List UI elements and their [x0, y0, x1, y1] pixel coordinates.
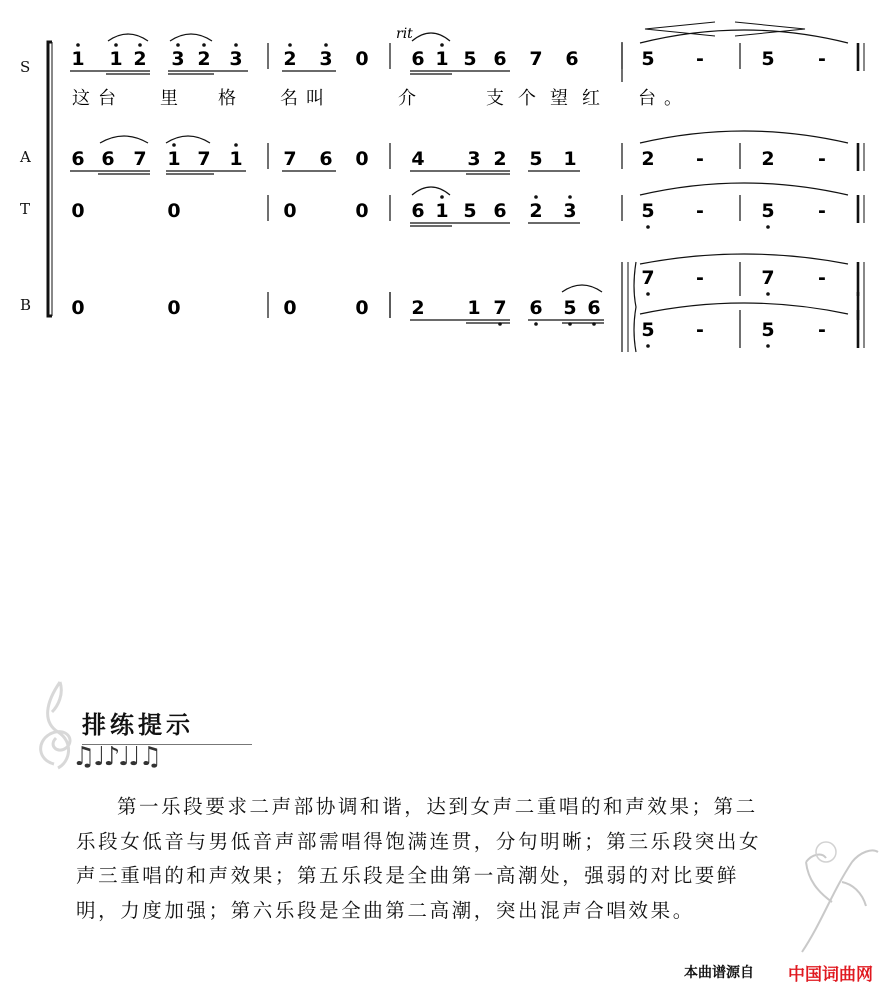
alto-note: 6: [101, 148, 115, 170]
bass-note: 0: [71, 297, 85, 319]
soprano-note: 5: [761, 48, 775, 70]
octave-dot: [766, 225, 770, 229]
alto-note: 1: [167, 148, 181, 170]
slur: [170, 34, 212, 41]
alto-note: 2: [641, 148, 655, 170]
soprano-note: 1: [109, 48, 123, 70]
octave-dot: [646, 225, 650, 229]
soprano-note: 6: [411, 48, 425, 70]
music-notes-icon: ♫♩♪♩♩♫: [72, 742, 161, 772]
soprano-note: 2: [283, 48, 297, 70]
tenor-note: 3: [563, 200, 577, 222]
tenor-note: 6: [493, 200, 507, 222]
bass-note: 1: [467, 297, 481, 319]
soprano-note: 3: [319, 48, 333, 70]
alto-note: -: [818, 148, 826, 170]
slur: [412, 33, 450, 41]
alto-note: 6: [319, 148, 333, 170]
octave-dot: [114, 43, 118, 47]
lyric-syllable: 介: [398, 88, 424, 109]
soprano-note: 5: [463, 48, 477, 70]
soprano-note: 6: [493, 48, 507, 70]
alto-note: -: [696, 148, 704, 170]
slur: [100, 136, 148, 143]
voice-label-tenor: T: [20, 200, 31, 218]
soprano-note: -: [818, 48, 826, 70]
octave-dot: [176, 43, 180, 47]
octave-dot: [440, 195, 444, 199]
slur: [412, 187, 450, 195]
decrescendo-hairpin: [735, 22, 805, 36]
bass-note: -: [696, 267, 704, 289]
alto-note: 2: [761, 148, 775, 170]
bass-note: -: [696, 319, 704, 341]
bass-note: 6: [529, 297, 543, 319]
notation-svg: [0, 0, 888, 360]
tenor-note: 5: [641, 200, 655, 222]
alto-note: 1: [229, 148, 243, 170]
tenor-note: 0: [167, 200, 181, 222]
bass-note: 6: [587, 297, 601, 319]
alto-note: 7: [197, 148, 211, 170]
tenor-note: 6: [411, 200, 425, 222]
slur: [640, 254, 848, 264]
crescendo-hairpin: [645, 22, 715, 36]
octave-dot: [534, 322, 538, 326]
bass-note: 5: [563, 297, 577, 319]
tenor-note: 5: [463, 200, 477, 222]
soprano-note: 3: [229, 48, 243, 70]
site-watermark: 中国词曲网: [788, 965, 873, 985]
slur: [166, 136, 210, 143]
voice-label-soprano: S: [20, 58, 31, 76]
bass-note: 7: [493, 297, 507, 319]
alto-note: 2: [493, 148, 507, 170]
tenor-note: 0: [355, 200, 369, 222]
alto-note: 5: [529, 148, 543, 170]
octave-dot: [766, 344, 770, 348]
soprano-note: -: [696, 48, 704, 70]
octave-dot: [172, 143, 176, 147]
soprano-note: 6: [565, 48, 579, 70]
alto-note: 3: [467, 148, 481, 170]
octave-dot: [234, 143, 238, 147]
octave-dot: [534, 195, 538, 199]
octave-dot: [646, 292, 650, 296]
slur: [108, 34, 148, 41]
voice-label-bass: B: [20, 296, 32, 314]
lyric-syllable: 名叫: [280, 88, 332, 109]
tenor-note: 5: [761, 200, 775, 222]
octave-dot: [76, 43, 80, 47]
bass-note: 5: [641, 319, 655, 341]
bass-note: 2: [411, 297, 425, 319]
soprano-note: 2: [197, 48, 211, 70]
lyric-syllable: 支个望红: [486, 88, 614, 109]
divisi-brace: [634, 262, 636, 352]
tips-title: 排练提示: [82, 711, 194, 739]
octave-dot: [766, 292, 770, 296]
bass-note: 7: [761, 267, 775, 289]
soprano-note: 5: [641, 48, 655, 70]
tenor-note: -: [818, 200, 826, 222]
soprano-note: 2: [133, 48, 147, 70]
bass-note: 5: [761, 319, 775, 341]
octave-dot: [646, 344, 650, 348]
lyric-syllable: 格: [218, 88, 244, 109]
tenor-note: 0: [283, 200, 297, 222]
bass-note: 0: [283, 297, 297, 319]
lyric-syllable: 里: [160, 88, 186, 109]
orchid-sketch-icon: [782, 822, 882, 962]
lyric-syllable: 这台: [72, 88, 124, 109]
slur: [640, 303, 848, 314]
slur: [640, 183, 848, 195]
voice-label-alto: A: [20, 148, 31, 166]
system-bracket: [48, 42, 52, 316]
source-text: 本曲谱源自: [684, 965, 754, 981]
tenor-note: 1: [435, 200, 449, 222]
bass-note: -: [818, 319, 826, 341]
octave-dot: [440, 43, 444, 47]
soprano-note: 1: [435, 48, 449, 70]
alto-note: 1: [563, 148, 577, 170]
lyric-syllable: 台。: [638, 88, 690, 109]
tenor-note: -: [696, 200, 704, 222]
bass-note: 0: [355, 297, 369, 319]
octave-dot: [138, 43, 142, 47]
tips-paragraph: 第一乐段要求二声部协调和谐，达到女声二重唱的和声效果；第二乐段女低音与男低音声部需唱得饱满连贯，分句明晰；第三乐段突出女声三重唱的和声效果；第五乐段是全曲第一高潮处，强弱的对比要鲜明，力度加强；第六乐段是全曲第二高潮，突出混声合唱效果。: [76, 795, 762, 922]
bass-note: 7: [641, 267, 655, 289]
octave-dot: [288, 43, 292, 47]
soprano-note: 0: [355, 48, 369, 70]
score-system: [0, 0, 888, 360]
tenor-note: 0: [71, 200, 85, 222]
soprano-note: 1: [71, 48, 85, 70]
tenor-note: 2: [529, 200, 543, 222]
alto-note: 7: [283, 148, 297, 170]
alto-note: 0: [355, 148, 369, 170]
slur: [562, 285, 602, 292]
slur: [640, 131, 848, 143]
rit-mark: rit: [396, 26, 413, 42]
octave-dot: [234, 43, 238, 47]
octave-dot: [324, 43, 328, 47]
octave-dot: [202, 43, 206, 47]
octave-dot: [568, 195, 572, 199]
soprano-note: 7: [529, 48, 543, 70]
alto-note: 6: [71, 148, 85, 170]
bass-note: 0: [167, 297, 181, 319]
alto-note: 7: [133, 148, 147, 170]
bass-note: -: [818, 267, 826, 289]
alto-note: 4: [411, 148, 425, 170]
soprano-note: 3: [171, 48, 185, 70]
